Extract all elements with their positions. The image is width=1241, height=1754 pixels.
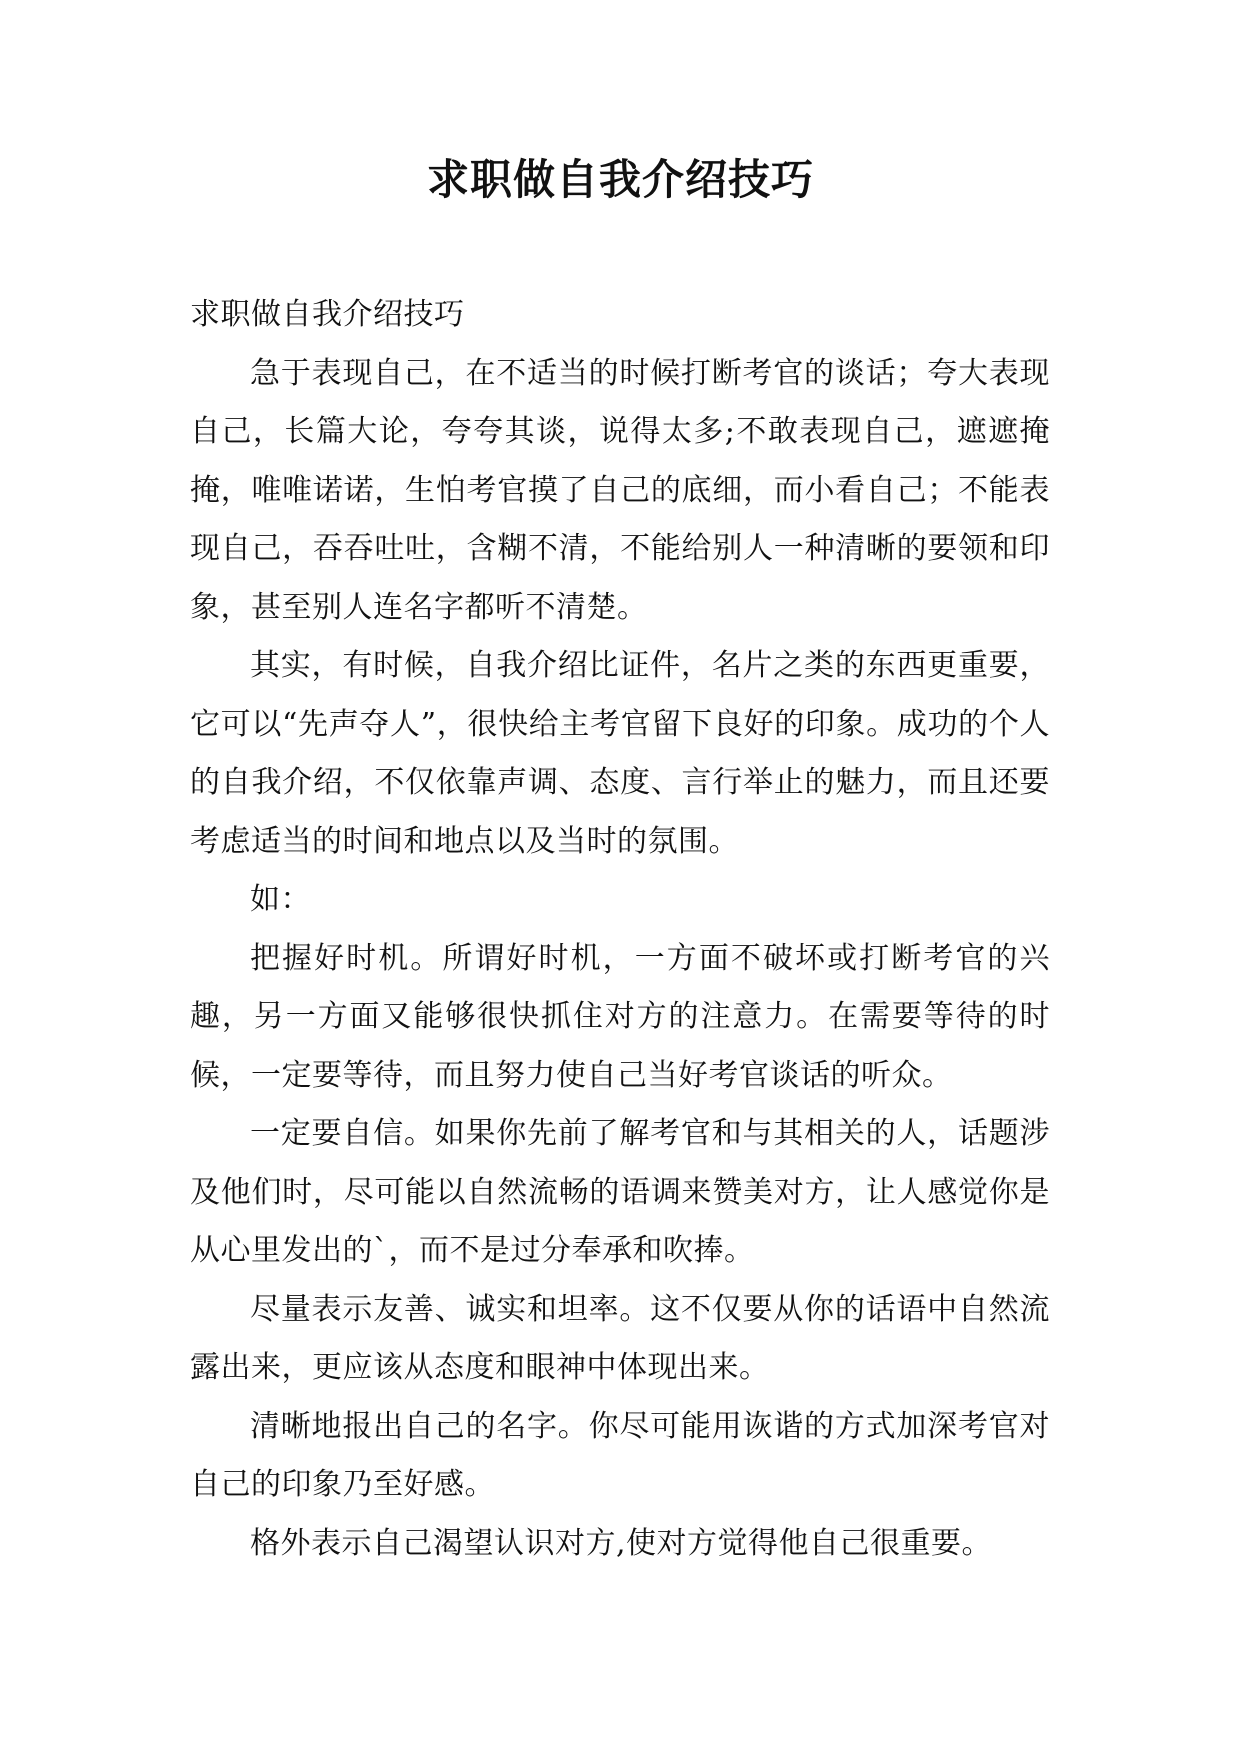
paragraph: 清晰地报出自己的名字。你尽可能用诙谐的方式加深考官对自己的印象乃至好感。: [190, 1408, 1050, 1502]
paragraph: 如：: [250, 882, 311, 917]
paragraph: 尽量表示友善、诚实和坦率。这不仅要从你的话语中自然流露出来，更应该从态度和眼神中体现出来。: [190, 1291, 1050, 1385]
paragraph: 格外表示自己渴望认识对方,使对方觉得他自己很重要。: [250, 1525, 993, 1561]
paragraph: 其实，有时候，自我介绍比证件，名片之类的东西更重要，它可以“先声夺人”，很快给主考官留下良好的印象。成功的个人的自我介绍，不仅依靠声调、态度、言行举止的魅力，而且还要考虑适当的时间和地点以及当时的氛围。: [190, 648, 1050, 859]
paragraph: 急于表现自己，在不适当的时候打断考官的谈话；夸大表现自己，长篇大论，夸夸其谈，说得太多;不敢表现自己，遮遮掩掩，唯唯诺诺，生怕考官摸了自己的底细，而小看自己；不能表现自己，吞吞吐吐，含糊不清，不能给别人一种清晰的要领和印象，甚至别人连名字都听不清楚。: [190, 355, 1050, 625]
document-subtitle: 求职做自我介绍技巧: [190, 297, 465, 332]
document-body: [190, 286, 1050, 1573]
paragraph: 把握好时机。所谓好时机，一方面不破坏或打断考官的兴趣，另一方面又能够很快抓住对方的注意力。在需要等待的时候，一定要等待，而且努力使自己当好考官谈话的听众。: [190, 940, 1050, 1093]
document-title: 求职做自我介绍技巧: [426, 155, 814, 204]
paragraph: 一定要自信。如果你先前了解考官和与其相关的人，话题涉及他们时，尽可能以自然流畅的语调来赞美对方，让人感觉你是从心里发出的`，而不是过分奉承和吹捧。: [190, 1116, 1050, 1268]
